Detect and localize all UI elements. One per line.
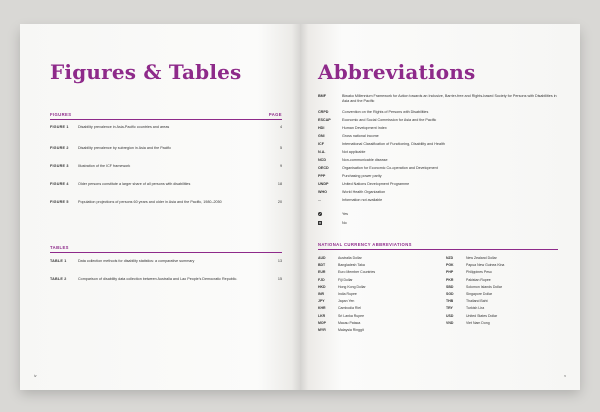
abbreviation-code: ...	[318, 198, 322, 202]
symbol-desc: No	[342, 221, 347, 225]
abbreviation-desc: Purchasing power parity	[342, 174, 382, 178]
figure-label: FIGURE 4	[50, 182, 69, 186]
currency-name: Macau Pataca	[338, 320, 361, 325]
currency-name: Japan Yen	[338, 299, 355, 304]
abbreviation-desc: Non-communicable disease	[342, 158, 388, 162]
table-page: 15	[277, 277, 282, 281]
currency-code: PHP	[446, 270, 454, 275]
tables-header	[50, 245, 282, 253]
page-title: Figures & Tables	[50, 60, 242, 84]
abbreviation-row	[318, 198, 558, 203]
figure-label: FIGURE 3	[50, 164, 69, 168]
currency-code: HKD	[318, 284, 326, 289]
currency-code: AUD	[318, 256, 326, 260]
currency-header-label: NATIONAL CURRENCY ABBREVIATIONS	[318, 242, 412, 247]
currency-row	[446, 299, 556, 303]
currency-name: Singapore Dollar	[466, 292, 493, 296]
currency-row	[318, 328, 428, 332]
currency-code: USD	[446, 313, 454, 318]
abbreviation-row	[318, 126, 558, 131]
currency-code: KHR	[318, 306, 326, 311]
abbreviation-code: N.A.	[318, 150, 326, 154]
figure-row	[50, 200, 282, 205]
figure-title: Disability prevalence in Asia-Pacific countries and areas	[78, 125, 170, 129]
tables-header-label: TABLES	[50, 245, 69, 250]
abbreviation-desc: International Classification of Functioning, Disability and Health	[342, 142, 445, 146]
figure-row	[50, 146, 282, 151]
figure-label: FIGURE 2	[50, 146, 69, 150]
figure-page: 9	[279, 164, 282, 168]
abbreviation-desc: Biwako Millennium Framework for Action towards an Inclusive, Barrier-free and Rights-based Society for Persons with Disabilities in Asia and the Pacific	[342, 94, 557, 103]
table-title: Comparison of disability data collection between Australia and Lao People's Democratic Republic.	[78, 277, 238, 281]
currency-code: LKR	[318, 313, 326, 318]
abbreviation-code: BMF	[318, 94, 326, 98]
currency-name: India Rupee	[338, 292, 357, 296]
abbreviation-desc: Organisation for Economic Co-operation and Development	[342, 166, 438, 170]
abbreviation-desc: Gross national income	[342, 134, 379, 138]
currency-row	[318, 278, 428, 282]
currency-name: Cambodia Riel	[338, 306, 361, 311]
currency-row	[446, 321, 556, 325]
abbreviation-desc: Convention on the Rights of Persons with Disabilities	[342, 110, 429, 114]
currency-name: Bangladesh Taka	[338, 263, 365, 268]
abbreviation-code: ESCAP	[318, 118, 331, 122]
currency-name: Pakistan Rupee	[466, 277, 491, 282]
abbreviation-row	[318, 94, 558, 104]
table-page: 13	[277, 259, 282, 263]
figure-page: 5	[279, 146, 282, 150]
currency-code: MYR	[318, 328, 326, 332]
currency-code: JPY	[318, 299, 325, 304]
currency-name: Thailand Baht	[466, 299, 488, 304]
abbreviation-desc: World Health Organization	[342, 190, 386, 194]
page-title: Abbreviations	[318, 60, 476, 84]
abbreviation-desc: United Nations Development Programme	[342, 182, 410, 186]
currency-row	[318, 299, 428, 303]
currency-row	[318, 270, 428, 274]
currency-code: VND	[446, 320, 454, 325]
abbreviation-row	[318, 118, 558, 123]
currency-name: Hong Kong Dollar	[338, 284, 366, 289]
abbreviation-row	[318, 182, 558, 187]
book-spread	[20, 24, 580, 390]
cross-icon: ✕	[318, 221, 322, 225]
abbreviation-code: NCD	[318, 158, 326, 162]
currency-name: Solomon Islands Dollar	[466, 284, 502, 289]
currency-code: EUR	[318, 270, 326, 275]
currency-row	[318, 306, 428, 310]
currency-name: Fiji Dollar	[338, 277, 353, 282]
currency-row	[446, 314, 556, 318]
currency-row	[318, 256, 428, 260]
figure-page: 20	[277, 200, 282, 204]
abbreviation-code: HDI	[318, 126, 325, 130]
abbreviation-row	[318, 190, 558, 195]
page-number: v	[564, 374, 566, 378]
abbreviation-desc: Information not available	[342, 198, 383, 202]
currency-row	[318, 314, 428, 318]
figure-title: Older persons constitute a larger share of all persons with disabilities	[78, 182, 191, 186]
currency-code: INR	[318, 292, 325, 296]
currency-row	[446, 270, 556, 274]
currency-name: Euro Member Countries	[338, 270, 376, 275]
symbol-row	[318, 212, 558, 217]
currency-code: MOP	[318, 320, 326, 325]
currency-code: SBD	[446, 284, 454, 289]
currency-row	[446, 306, 556, 310]
abbreviation-row	[318, 142, 558, 147]
abbreviation-row	[318, 174, 558, 179]
abbreviation-code: ICF	[318, 142, 324, 146]
abbreviation-row	[318, 158, 558, 163]
currency-name: Sri Lanka Rupee	[338, 313, 365, 318]
currency-row	[446, 285, 556, 289]
abbreviation-code: OECD	[318, 166, 329, 170]
abbreviation-row	[318, 134, 558, 139]
currency-code: BDT	[318, 263, 326, 268]
table-label: TABLE 2	[50, 277, 67, 281]
currency-code: PKR	[446, 277, 454, 282]
figure-row	[50, 182, 282, 187]
check-icon: ✓	[318, 212, 322, 216]
page-header-label: PAGE	[268, 112, 282, 117]
figures-header	[50, 112, 282, 120]
figure-page: 18	[277, 182, 282, 186]
abbreviation-code: UNDP	[318, 182, 329, 186]
table-title: Data collection methods for disability statistics: a comparative summary	[78, 259, 195, 263]
currency-row	[318, 292, 428, 296]
currency-name: Turkish Lira	[466, 306, 485, 311]
abbreviation-code: GNI	[318, 134, 325, 138]
abbreviation-row	[318, 150, 558, 155]
currency-name: Philippines Peso	[466, 270, 492, 275]
right-page	[300, 24, 580, 390]
currency-row	[446, 263, 556, 267]
currency-code: PGK	[446, 263, 454, 268]
figure-title: Population projections of persons 60 years and older in Asia and the Pacific, 1980–2050	[78, 200, 222, 204]
currency-code: SGD	[446, 292, 454, 296]
currency-row	[318, 263, 428, 267]
currency-header	[318, 242, 558, 250]
currency-row	[446, 292, 556, 296]
page-number: iv	[34, 374, 37, 378]
abbreviation-desc: Not applicable	[342, 150, 366, 154]
currency-code: FJD	[318, 277, 325, 282]
currency-row	[446, 256, 556, 260]
symbol-row	[318, 221, 558, 226]
figure-row	[50, 164, 282, 169]
table-row	[50, 259, 282, 264]
abbreviation-code: WHO	[318, 190, 328, 194]
currency-code: NZD	[446, 256, 454, 260]
left-page	[20, 24, 300, 390]
abbreviation-desc: Economic and Social Commission for Asia and the Pacific	[342, 118, 437, 122]
figure-title: Disability prevalence by subregion in Asia and the Pacific	[78, 146, 172, 150]
currency-row	[318, 285, 428, 289]
currency-name: United States Dollar	[466, 313, 498, 318]
currency-name: Australia Dollar	[338, 256, 362, 260]
currency-row	[318, 321, 428, 325]
symbol-desc: Yes	[342, 212, 349, 216]
table-label: TABLE 1	[50, 259, 67, 263]
abbreviation-row	[318, 110, 558, 115]
currency-name: New Zealand Dollar	[466, 256, 497, 260]
currency-name: Malaysia Ringgit	[338, 328, 364, 332]
abbreviation-desc: Human Development Index	[342, 126, 387, 130]
currency-name: Viet Nam Dong	[466, 320, 490, 325]
abbreviation-code: PPP	[318, 174, 326, 178]
abbreviation-row	[318, 166, 558, 171]
figure-page: 4	[279, 125, 282, 129]
figure-title: Illustration of the ICF framework	[78, 164, 131, 168]
figure-row	[50, 125, 282, 130]
abbreviation-code: CRPD	[318, 110, 329, 114]
figure-label: FIGURE 5	[50, 200, 69, 204]
figure-label: FIGURE 1	[50, 125, 69, 129]
currency-name: Papua New Guinea Kina	[466, 263, 505, 268]
currency-code: TRY	[446, 306, 453, 311]
currency-row	[446, 278, 556, 282]
table-row	[50, 277, 282, 282]
currency-code: THB	[446, 299, 454, 304]
figures-header-label: FIGURES	[50, 112, 72, 117]
